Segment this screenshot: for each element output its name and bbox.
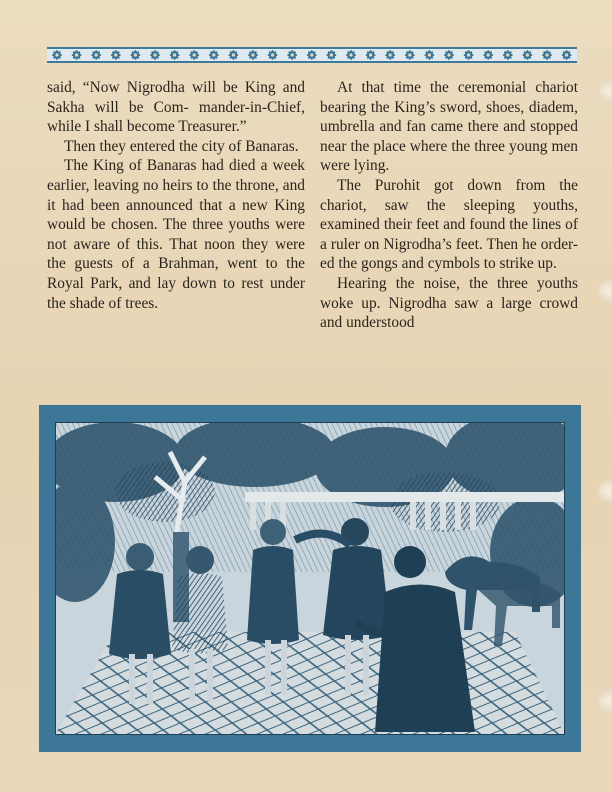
coronation-scene-illustration [55, 422, 565, 735]
flower-motif-icon [542, 50, 552, 60]
flower-motif-icon [287, 50, 297, 60]
flower-motif-icon [209, 50, 219, 60]
flower-motif-icon [562, 50, 572, 60]
flower-motif-icon [444, 50, 454, 60]
flower-motif-icon [228, 50, 238, 60]
flower-motif-icon [130, 50, 140, 60]
flower-motif-icon [405, 50, 415, 60]
page-edge-mark [598, 480, 612, 502]
flower-pattern-icon [47, 49, 577, 61]
flower-motif-icon [483, 50, 493, 60]
flower-motif-icon [503, 50, 513, 60]
right-text-column [320, 78, 578, 333]
paragraph-left-1: said, “Now Nigrodha will be King and Sakha will be Com- mander-in-Chief, while I shall become Treasurer.” [47, 79, 305, 136]
paragraph-right-2: The Purohit got down from the chariot, saw the sleeping youths, examined their feet and found the lines of a ruler on Nigrodha’s feet. Then he order- ed the gongs and cymbols to strike up. [320, 176, 578, 273]
page-edge-mark [598, 690, 612, 712]
decorative-border-band [47, 47, 577, 63]
flower-motif-icon [150, 50, 160, 60]
flower-motif-icon [268, 50, 278, 60]
flower-motif-icon [385, 50, 395, 60]
page-edge-mark [598, 280, 612, 302]
flower-motif-icon [346, 50, 356, 60]
flower-motif-icon [248, 50, 258, 60]
page-edge-mark [598, 80, 612, 102]
flower-motif-icon [424, 50, 434, 60]
paragraph-left-2: Then they entered the city of Banaras. [64, 137, 299, 155]
flower-motif-icon [464, 50, 474, 60]
paragraph-left-3: The King of Banaras had died a week earlier, leaving no heirs to the throne, and it had been announced that a new King would be chosen. The three youths were not aware of this. That noon they were the guests of a Brahman, went to the Royal Park, and lay down to rest under the shade of trees. [47, 157, 305, 312]
flower-motif-icon [91, 50, 101, 60]
flower-motif-icon [52, 50, 62, 60]
flower-motif-icon [111, 50, 121, 60]
flower-motif-icon [72, 50, 82, 60]
flower-motif-icon [326, 50, 336, 60]
illustration-frame [39, 405, 581, 752]
flower-motif-icon [189, 50, 199, 60]
flower-motif-icon [522, 50, 532, 60]
flower-motif-icon [307, 50, 317, 60]
paragraph-right-1: At that time the ceremonial chariot bearing the King’s sword, shoes, diadem, umbrella and fan came there and stopped near the place where the three young men were lying. [320, 79, 578, 175]
left-text-column [47, 78, 305, 313]
flower-motif-icon [366, 50, 376, 60]
paragraph-right-3: Hearing the noise, the three youths woke up. Nigrodha saw a large crowd and understood [320, 274, 578, 332]
flower-motif-icon [170, 50, 180, 60]
